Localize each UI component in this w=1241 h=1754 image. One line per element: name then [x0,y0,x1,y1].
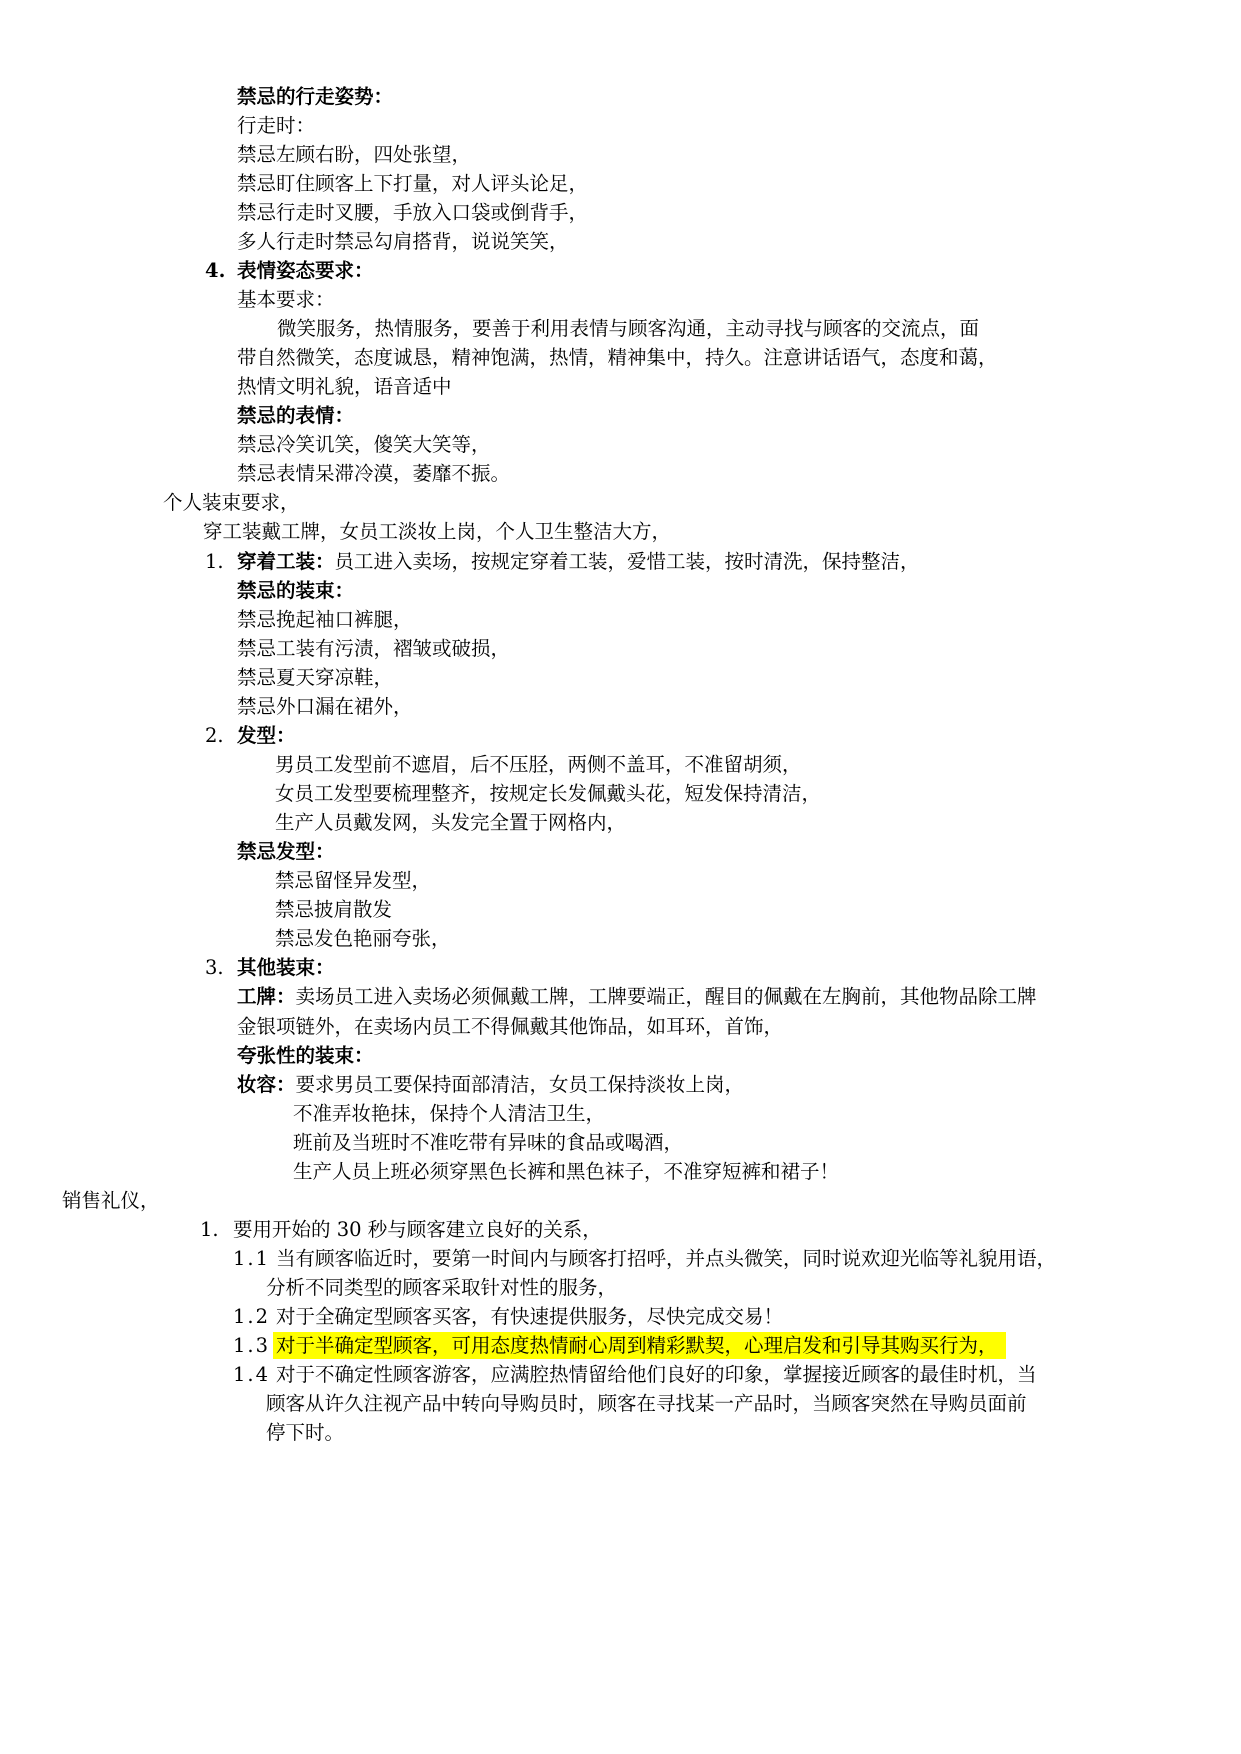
other-attire-item [0,953,1241,982]
basic-requirements-label: 基本要求： [237,287,335,311]
other-attire-label: 其他装束： [237,956,335,980]
hair-label: 发型： [237,723,296,747]
list-number: 2. [205,723,224,747]
walking-taboos-heading: 禁忌的行走姿势： [237,84,394,108]
expression-taboo-item: 禁忌冷笑讥笑，傻笑大笑等， [237,433,491,457]
exaggerated-attire-heading: 夸张性的装束： [237,1043,374,1067]
sales-heading: 销售礼仪， [62,1188,160,1212]
sales-point [0,1215,1241,1244]
sub-list-number: 1.1 [233,1247,271,1270]
paragraph-line: 金银项链外，在卖场内员工不得佩戴其他饰品，如耳环，首饰， [237,1014,784,1038]
expression-taboo-item: 禁忌表情呆滞冷漠，萎靡不振。 [237,462,511,486]
hair-taboo-item: 禁忌发色艳丽夸张， [275,927,451,951]
document-body [0,82,1241,1448]
makeup-line: 生产人员上班必须穿黑色长裤和黑色袜子，不准穿短裤和裙子！ [293,1159,840,1183]
sub-list-number: 1.3 [233,1334,271,1358]
expression-taboo-heading: 禁忌的表情： [237,404,355,428]
makeup-rule [0,1070,1241,1099]
uniform-text: 员工进入卖场，按规定穿着工装，爱惜工装，按时清洗，保持整洁， [334,549,920,573]
paragraph-line: 带自然微笑，态度诚恳，精神饱满，热情，精神集中，持久。注意讲话语气，态度和蔼， [237,346,998,370]
uniform-taboo-item: 禁忌外口漏在裙外， [237,694,413,718]
hair-item [0,721,1241,750]
badge-rule [0,982,1241,1011]
list-number: 1. [200,1217,219,1241]
subpoint-continuation: 分析不同类型的顾客采取针对性的服务， [266,1276,618,1300]
hair-taboo-heading: 禁忌发型： [237,840,335,864]
paragraph-line: 微笑服务，热情服务，要善于利用表情与顾客沟通，主动寻找与顾客的交流点，面 [277,317,980,340]
subpoint-text: 当有顾客临近时，要第一时间内与顾客打招呼，并点头微笑，同时说欢迎光临等礼貌用语， [276,1247,1057,1270]
walking-taboo-item: 多人行走时禁忌勾肩搭背，说说笑笑， [237,229,569,253]
attire-intro: 穿工装戴工牌，女员工淡妆上岗，个人卫生整洁大方， [203,520,672,544]
expression-heading: 表情姿态要求： [237,258,374,282]
walking-taboo-item: 禁忌行走时叉腰，手放入口袋或倒背手， [237,200,589,224]
hair-rule: 生产人员戴发网，头发完全置于网格内， [275,811,627,835]
uniform-taboo-heading: 禁忌的装束： [237,578,355,602]
expression-section-title [0,256,1241,285]
sales-point-text: 要用开始的 30 秒与顾客建立良好的关系， [233,1217,602,1241]
list-number: 4. [205,258,226,282]
subpoint-continuation: 停下时。 [266,1421,345,1445]
attire-heading: 个人装束要求， [163,491,300,515]
hair-rule: 女员工发型要梳理整齐，按规定长发佩戴头花，短发保持清洁， [275,782,822,805]
uniform-item [0,547,1241,576]
uniform-taboo-item: 禁忌工装有污渍，褶皱或破损， [237,636,511,660]
paragraph-line: 热情文明礼貌，语音适中 [237,375,452,399]
walking-subheading: 行走时： [237,113,316,137]
hair-taboo-item: 禁忌披肩散发 [275,898,393,922]
makeup-text: 要求男员工要保持面部清洁，女员工保持淡妆上岗， [295,1072,745,1096]
makeup-line: 班前及当班时不准吃带有异味的食品或喝酒， [293,1130,684,1154]
list-number: 3. [205,956,224,980]
uniform-label: 穿着工装： [237,549,335,573]
makeup-label: 妆容： [237,1072,296,1096]
sales-subpoint [0,1244,1241,1273]
walking-taboo-item: 禁忌盯住顾客上下打量，对人评头论足， [237,171,589,195]
subpoint-continuation: 顾客从许久注视产品中转向导购员时，顾客在寻找某一产品时，当顾客突然在导购员面前 [266,1392,1027,1416]
sales-subpoint [0,1302,1241,1331]
sales-subpoint [0,1331,1241,1360]
badge-label: 工牌： [237,985,296,1009]
subpoint-text: 对于全确定型顾客买客，有快速提供服务，尽快完成交易！ [276,1305,784,1329]
uniform-taboo-item: 禁忌挽起袖口裤腿， [237,607,413,631]
hair-taboo-item: 禁忌留怪异发型， [275,869,432,893]
hair-rule: 男员工发型前不遮眉，后不压胫，两侧不盖耳，不准留胡须， [275,752,802,776]
highlighted-subpoint-text: 对于半确定型顾客，可用态度热情耐心周到精彩默契，心理启发和引导其购买行为， [273,1332,1006,1359]
makeup-line: 不准弄妆艳抹，保持个人清洁卫生， [293,1101,606,1125]
sub-list-number: 1.4 [233,1363,271,1387]
walking-taboo-item: 禁忌左顾右盼，四处张望， [237,142,472,166]
uniform-taboo-item: 禁忌夏天穿凉鞋， [237,665,394,689]
sales-subpoint [0,1360,1241,1389]
subpoint-text: 对于不确定性顾客游客，应满腔热情留给他们良好的印象，掌握接近顾客的最佳时机，当 [276,1363,1037,1387]
sub-list-number: 1.2 [233,1305,271,1329]
badge-text: 卖场员工进入卖场必须佩戴工牌，工牌要端正，醒目的佩戴在左胸前，其他物品除工牌 [295,985,1037,1009]
list-number: 1. [205,549,224,573]
